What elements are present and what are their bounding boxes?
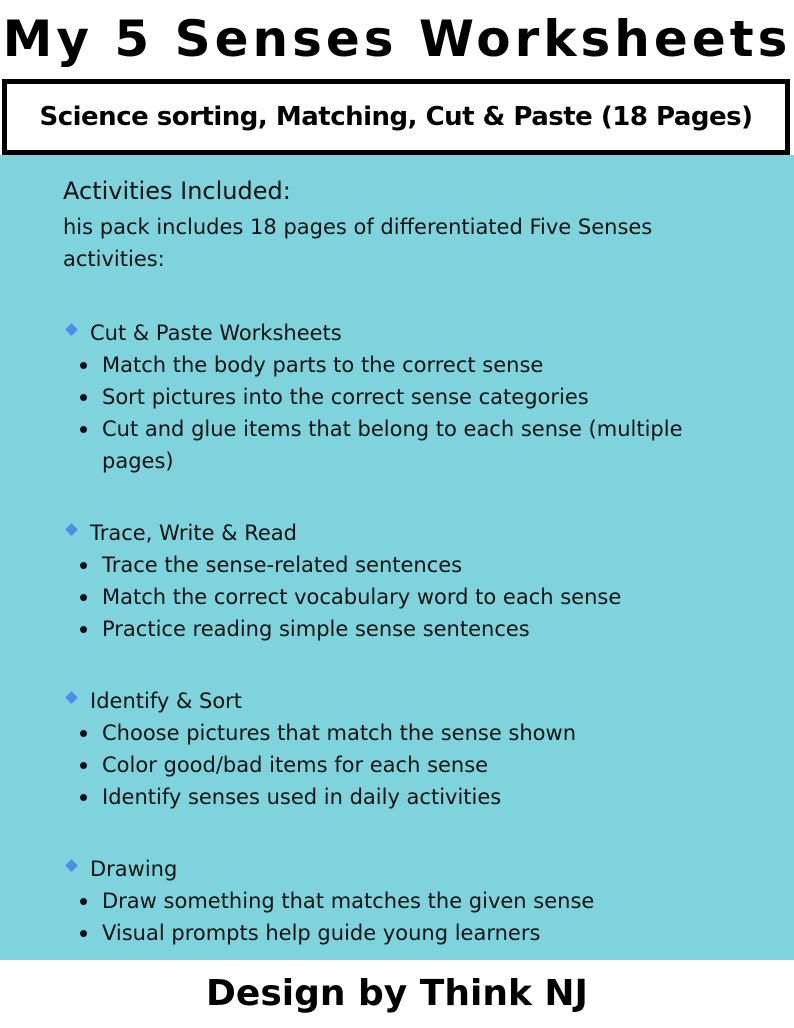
list-item: Color good/bad items for each sense [63,749,692,781]
footer-credit: Design by Think NJ [206,973,588,1014]
subtitle-box [2,79,790,155]
list-item: Cut and glue items that belong to each sense (multiple pages) [63,413,692,477]
section-drawing [63,853,743,949]
activities-heading: Activities Included: [63,177,291,205]
diamond-bullet-icon [65,323,78,336]
section-cut-paste [63,317,743,477]
bullet-list [63,717,743,813]
bullet-list [63,349,743,477]
section-header [67,685,743,717]
list-item: Trace the sense-related sentences [63,549,692,581]
list-item: Practice reading simple sense sentences [63,613,692,645]
bullet-list [63,885,743,949]
list-item: Choose pictures that match the sense shown [63,717,692,749]
section-title: Identify & Sort [90,689,243,713]
activities-content [63,175,743,949]
bullet-list [63,549,743,645]
activities-panel [0,155,794,960]
subtitle: Science sorting, Matching, Cut & Paste (18 Pages) [39,102,753,132]
section-trace-write-read [63,517,743,645]
list-item: Visual prompts help guide young learners [63,917,692,949]
list-item: Identify senses used in daily activities [63,781,692,813]
section-header [67,517,743,549]
diamond-bullet-icon [65,691,78,704]
list-item: Sort pictures into the correct sense categories [63,381,692,413]
page-title: My 5 Senses Worksheets [2,10,792,68]
diamond-bullet-icon [65,523,78,536]
section-title: Drawing [90,857,178,881]
section-identify-sort [63,685,743,813]
diamond-bullet-icon [65,859,78,872]
list-item: Match the correct vocabulary word to each sense [63,581,692,613]
list-item: Draw something that matches the given sense [63,885,692,917]
section-header [67,853,743,885]
list-item: Match the body parts to the correct sense [63,349,692,381]
section-title: Trace, Write & Read [90,521,297,545]
activities-intro: his pack includes 18 pages of differentiated Five Senses activities: [63,215,653,271]
section-title: Cut & Paste Worksheets [90,321,342,345]
section-header [67,317,743,349]
